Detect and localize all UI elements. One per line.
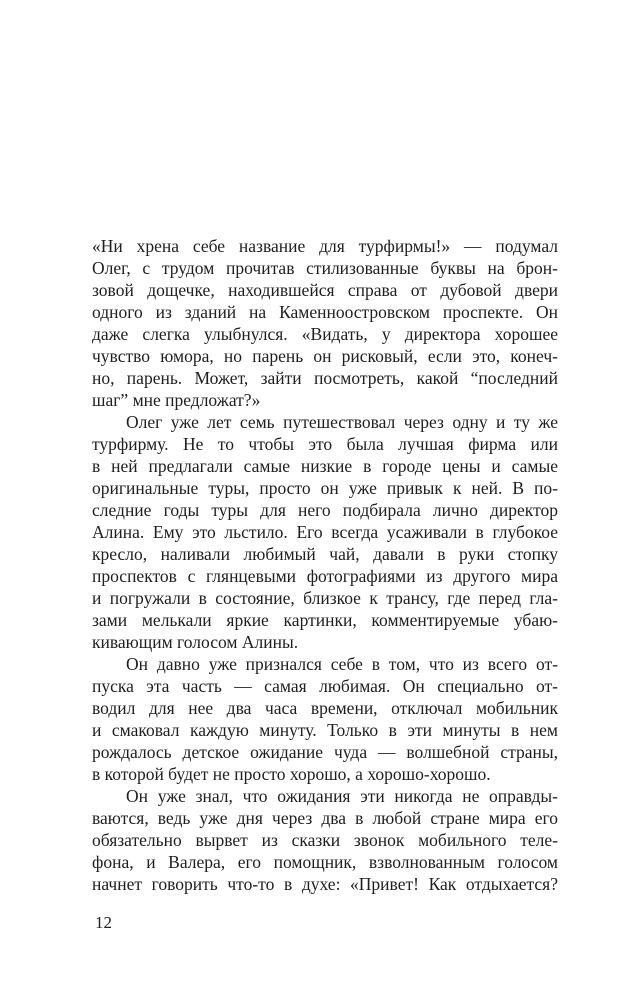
text-line: обязательно вырвет из сказки звонок мобильного теле- (92, 830, 558, 850)
text-line: пуска эта часть — самая любимая. Он специально от- (92, 676, 558, 696)
page-number: 12 (95, 913, 112, 932)
text-line: фона, и Валера, его помощник, взволнованным голосом (92, 852, 558, 872)
text-line: одного из зданий на Каменноостровском проспекте. Он (92, 302, 558, 322)
text-block (92, 235, 558, 895)
text-line: и погружали в состояние, близкое к трансу, где перед гла- (92, 588, 558, 608)
text-line: рождалось детское ожидание чуда — волшебной страны, (92, 742, 558, 762)
text-line: Он уже знал, что ожидания эти никогда не оправды- (126, 786, 558, 806)
text-line: но, парень. Может, зайти посмотреть, какой “последний (92, 368, 558, 388)
text-line: зовой дощечке, находившейся справа от дубовой двери (92, 280, 558, 300)
text-line: следние годы туры для него подбирала лично директор (92, 500, 558, 520)
text-line: «Ни хрена себе название для турфирмы!» — подумал (92, 236, 558, 256)
text-line: зами мелькали яркие картинки, комментируемые убаю- (92, 610, 558, 630)
text-line: Олег уже лет семь путешествовал через одну и ту же (126, 412, 558, 432)
text-line: Алина. Ему это льстило. Его всегда усаживали в глубокое (92, 522, 558, 542)
text-line: турфирму. Не то чтобы это была лучшая фирма или (92, 434, 558, 454)
text-line: ваются, ведь уже дня через два в любой стране мира его (92, 808, 558, 828)
text-line: проспектов с глянцевыми фотографиями из другого мира (92, 566, 558, 586)
paragraph (92, 785, 558, 895)
text-line: Он давно уже признался себе в том, что из всего от- (126, 654, 558, 674)
text-line: Олег, с трудом прочитав стилизованные буквы на брон- (92, 258, 558, 278)
text-line: кивающим голосом Алины. (92, 632, 299, 652)
text-line: в ней предлагали самые низкие в городе цены и самые (92, 456, 558, 476)
text-line: начнет говорить что-то в духе: «Привет! Как отдыхается? (92, 874, 558, 894)
text-line: даже слегка улыбнулся. «Видать, у директора хорошее (92, 324, 558, 344)
text-line: водил для нее два часа времени, отключал мобильник (92, 698, 558, 718)
paragraph (92, 411, 558, 653)
text-line: шаг” мне предложат?» (92, 390, 261, 410)
paragraph (92, 653, 558, 785)
text-line: и смаковал каждую минуту. Только в эти минуты в нем (92, 720, 558, 740)
text-line: оригинальные туры, просто он уже привык к ней. В по- (92, 478, 558, 498)
text-line: чувство юмора, но парень он рисковый, если это, конеч- (92, 346, 558, 366)
text-line: в которой будет не просто хорошо, а хорошо-хорошо. (92, 764, 491, 784)
paragraph (92, 235, 558, 411)
text-line: кресло, наливали любимый чай, давали в руки стопку (92, 544, 558, 564)
